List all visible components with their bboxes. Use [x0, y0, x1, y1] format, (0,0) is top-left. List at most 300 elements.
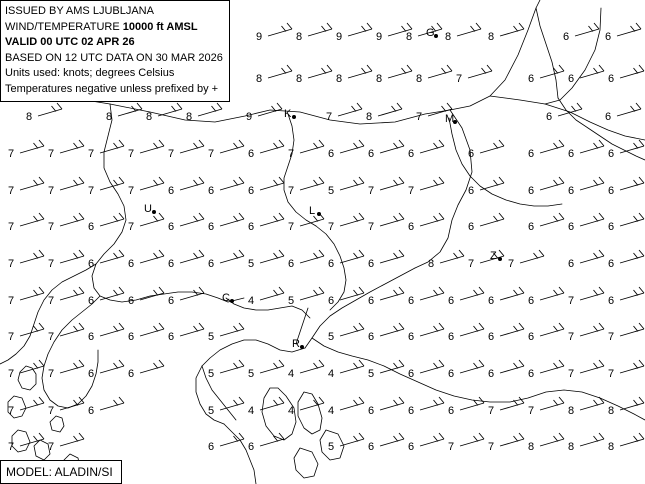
barb-flag: [159, 323, 164, 329]
temperature-label: 9: [336, 31, 343, 43]
model-box: [0, 460, 122, 484]
wind-barb: [580, 213, 604, 226]
barb-shaft: [620, 71, 644, 78]
barb-flag: [559, 360, 564, 366]
barb-flag: [594, 326, 599, 332]
wind-barb: [180, 287, 204, 300]
barb-shaft: [340, 329, 364, 336]
barb-flag: [559, 287, 564, 293]
temperature-label: 7: [8, 258, 15, 270]
temperature-label: 6: [128, 368, 135, 380]
barb-flag: [599, 433, 604, 439]
barb-flag: [79, 250, 84, 256]
temperature-label: 8: [26, 111, 33, 123]
barb-flag: [357, 103, 362, 109]
barb-shaft: [140, 219, 164, 226]
barb-shaft: [480, 146, 504, 153]
barb-flag: [577, 103, 582, 109]
wind-barb: [340, 360, 364, 373]
temperature-label: 6: [168, 295, 175, 307]
barb-shaft: [20, 329, 44, 336]
wind-barb: [60, 397, 84, 410]
wind-barb: [617, 23, 641, 36]
barb-flag: [439, 397, 444, 403]
barb-flag: [392, 106, 397, 112]
barb-flag: [194, 326, 199, 332]
legend-product: WIND/TEMPERATURE 10000 ft AMSL: [5, 20, 198, 33]
barb-flag: [439, 360, 444, 366]
barb-flag: [74, 253, 79, 259]
temperature-label: 6: [448, 331, 455, 343]
temperature-label: 6: [528, 73, 535, 85]
wind-barb: [180, 250, 204, 263]
temperature-label: 7: [608, 368, 615, 380]
wind-barb: [540, 65, 564, 78]
barb-flag: [399, 287, 404, 293]
barb-flag: [476, 23, 481, 29]
temperature-label: 6: [563, 31, 570, 43]
wind-barb: [100, 213, 124, 226]
temperature-label: 6: [528, 368, 535, 380]
barb-shaft: [20, 403, 44, 410]
temperature-label: 6: [608, 295, 615, 307]
barb-flag: [119, 177, 124, 183]
temperature-label: 8: [406, 31, 413, 43]
wind-barb: [340, 140, 364, 153]
legend-units: Units used: knots; degrees Celsius: [5, 67, 175, 79]
barb-flag: [474, 326, 479, 332]
wind-barb: [180, 177, 204, 190]
barb-flag: [314, 180, 319, 186]
barb-shaft: [38, 109, 62, 116]
temperature-label: 6: [468, 185, 475, 197]
barb-shaft: [580, 293, 604, 300]
barb-flag: [434, 436, 439, 442]
barb-flag: [479, 287, 484, 293]
wind-barb: [140, 177, 164, 190]
barb-flag: [639, 250, 644, 256]
barb-shaft: [158, 109, 182, 116]
barb-shaft: [428, 71, 452, 78]
barb-shaft: [340, 219, 364, 226]
temperature-label: 6: [528, 185, 535, 197]
barb-flag: [439, 177, 444, 183]
barb-flag: [74, 363, 79, 369]
barb-shaft: [340, 403, 364, 410]
temperature-label: 7: [8, 441, 15, 453]
temperature-label: 4: [328, 368, 335, 380]
wind-barb: [60, 140, 84, 153]
barb-shaft: [300, 403, 324, 410]
temperature-label: 6: [528, 295, 535, 307]
temperature-label: 7: [288, 148, 295, 160]
barb-flag: [194, 180, 199, 186]
barb-flag: [519, 323, 524, 329]
barb-flag: [599, 287, 604, 293]
temperature-label: 7: [48, 221, 55, 233]
temperature-label: 8: [376, 73, 383, 85]
wind-barb: [480, 177, 504, 190]
temperature-label: 6: [528, 331, 535, 343]
barb-flag: [514, 363, 519, 369]
barb-flag: [471, 26, 476, 32]
wind-barb: [258, 103, 282, 116]
barb-shaft: [220, 256, 244, 263]
temperature-label: 7: [568, 331, 575, 343]
barb-flag: [114, 143, 119, 149]
city-label: L: [309, 205, 316, 217]
barb-shaft: [380, 146, 404, 153]
barb-flag: [439, 140, 444, 146]
barb-flag: [119, 250, 124, 256]
barb-shaft: [348, 71, 372, 78]
barb-flag: [439, 323, 444, 329]
barb-flag: [359, 177, 364, 183]
temperature-label: 6: [608, 221, 615, 233]
temperature-label: 8: [608, 405, 615, 417]
barb-flag: [514, 326, 519, 332]
temperature-label: 7: [8, 148, 15, 160]
barb-shaft: [100, 366, 124, 373]
barb-shaft: [540, 439, 564, 446]
wind-barb: [100, 397, 124, 410]
barb-flag: [634, 436, 639, 442]
barb-flag: [599, 250, 604, 256]
wind-barb: [580, 360, 604, 373]
barb-shaft: [140, 366, 164, 373]
barb-shaft: [60, 366, 84, 373]
barb-flag: [594, 400, 599, 406]
barb-flag: [594, 436, 599, 442]
barb-flag: [514, 26, 519, 32]
wind-barb: [340, 433, 364, 446]
barb-shaft: [420, 403, 444, 410]
barb-flag: [394, 363, 399, 369]
barb-flag: [554, 326, 559, 332]
wind-barb: [420, 360, 444, 373]
barb-shaft: [60, 146, 84, 153]
barb-flag: [79, 323, 84, 329]
barb-flag: [631, 106, 636, 112]
barb-flag: [177, 103, 182, 109]
wind-barb: [260, 433, 284, 446]
barb-flag: [314, 290, 319, 296]
barb-flag: [474, 290, 479, 296]
barb-flag: [554, 436, 559, 442]
barb-flag: [154, 290, 159, 296]
wind-barb: [457, 23, 481, 36]
temperature-label: 8: [416, 73, 423, 85]
barb-flag: [487, 65, 492, 71]
barb-shaft: [100, 146, 124, 153]
barb-flag: [74, 326, 79, 332]
barb-flag: [34, 363, 39, 369]
temperature-label: 7: [288, 185, 295, 197]
barb-flag: [479, 360, 484, 366]
temperature-label: 7: [48, 295, 55, 307]
barb-flag: [514, 400, 519, 406]
barb-shaft: [198, 109, 222, 116]
barb-flag: [239, 250, 244, 256]
wind-barb: [308, 65, 332, 78]
barb-flag: [594, 363, 599, 369]
barb-flag: [277, 103, 282, 109]
wind-barb: [620, 287, 644, 300]
wind-barb: [100, 250, 124, 263]
barb-shaft: [308, 71, 332, 78]
barb-flag: [322, 26, 327, 32]
barb-flag: [434, 143, 439, 149]
barb-shaft: [300, 146, 324, 153]
barb-flag: [39, 213, 44, 219]
barb-shaft: [20, 219, 44, 226]
temperature-label: 4: [288, 368, 295, 380]
barb-flag: [287, 23, 292, 29]
wind-barb: [100, 360, 124, 373]
wind-barb: [380, 140, 404, 153]
wind-barb: [540, 323, 564, 336]
wind-barb: [380, 360, 404, 373]
temperature-label: 6: [88, 221, 95, 233]
city-marker: [152, 210, 156, 214]
barb-flag: [319, 250, 324, 256]
barb-flag: [39, 397, 44, 403]
temperature-label: 7: [448, 441, 455, 453]
barb-flag: [479, 323, 484, 329]
barb-flag: [494, 143, 499, 149]
barb-shaft: [500, 403, 524, 410]
barb-shaft: [300, 293, 324, 300]
barb-flag: [594, 68, 599, 74]
temperature-label: 6: [168, 331, 175, 343]
barb-flag: [559, 140, 564, 146]
barb-flag: [442, 106, 447, 112]
barb-flag: [322, 68, 327, 74]
wind-barb: [198, 103, 222, 116]
temperature-label: 5: [328, 441, 335, 453]
legend-basedon: BASED ON 12 UTC DATA ON 30 MAR 2026: [5, 51, 223, 64]
barb-flag: [239, 360, 244, 366]
temperature-label: 5: [328, 185, 335, 197]
barb-shaft: [260, 293, 284, 300]
wind-barb: [420, 177, 444, 190]
temperature-label: 6: [568, 73, 575, 85]
barb-shaft: [500, 439, 524, 446]
barb-flag: [39, 323, 44, 329]
barb-flag: [159, 250, 164, 256]
barb-flag: [634, 400, 639, 406]
wind-barb: [620, 433, 644, 446]
wind-barb: [220, 360, 244, 373]
barb-flag: [279, 177, 284, 183]
barb-flag: [634, 290, 639, 296]
wind-barb: [100, 323, 124, 336]
wind-barb: [620, 177, 644, 190]
temperature-label: 7: [48, 405, 55, 417]
barb-flag: [634, 143, 639, 149]
wind-barb: [140, 287, 164, 300]
temperature-label: 8: [445, 31, 452, 43]
temperature-label: 5: [248, 258, 255, 270]
wind-barb: [348, 23, 372, 36]
city-label: R: [292, 338, 300, 350]
wind-barb: [617, 103, 641, 116]
wind-barb: [380, 323, 404, 336]
barb-shaft: [580, 329, 604, 336]
barb-flag: [437, 23, 442, 29]
barb-flag: [239, 397, 244, 403]
barb-flag: [234, 436, 239, 442]
barb-shaft: [420, 366, 444, 373]
barb-flag: [599, 360, 604, 366]
barb-flag: [359, 287, 364, 293]
barb-shaft: [460, 403, 484, 410]
barb-flag: [274, 180, 279, 186]
barb-flag: [359, 433, 364, 439]
barb-flag: [114, 363, 119, 369]
wind-barb: [60, 433, 84, 446]
wind-barb: [460, 433, 484, 446]
temperature-label: 8: [256, 73, 263, 85]
temperature-label: 6: [208, 185, 215, 197]
temperature-label: 6: [488, 368, 495, 380]
wind-barb: [540, 140, 564, 153]
barb-flag: [199, 250, 204, 256]
barb-shaft: [457, 29, 481, 36]
barb-flag: [479, 433, 484, 439]
barb-flag: [474, 400, 479, 406]
barb-flag: [594, 216, 599, 222]
wind-barb: [500, 23, 524, 36]
barb-flag: [394, 326, 399, 332]
city-label: C: [222, 292, 230, 304]
wind-barb: [378, 103, 402, 116]
barb-shaft: [60, 219, 84, 226]
barb-shaft: [20, 183, 44, 190]
temperature-label: 6: [605, 31, 612, 43]
barb-flag: [74, 290, 79, 296]
barb-flag: [154, 216, 159, 222]
barb-flag: [594, 290, 599, 296]
barb-flag: [274, 400, 279, 406]
barb-shaft: [380, 219, 404, 226]
wind-barb: [460, 397, 484, 410]
barb-flag: [399, 250, 404, 256]
barb-shaft: [260, 219, 284, 226]
temperature-label: 7: [508, 258, 515, 270]
wind-barb: [220, 397, 244, 410]
barb-shaft: [500, 29, 524, 36]
barb-flag: [159, 287, 164, 293]
wind-barb: [260, 140, 284, 153]
wind-barb: [340, 250, 364, 263]
barb-shaft: [540, 183, 564, 190]
barb-flag: [234, 180, 239, 186]
wind-barb: [20, 213, 44, 226]
temperature-label: 6: [168, 185, 175, 197]
barb-flag: [599, 397, 604, 403]
barb-flag: [399, 323, 404, 329]
wind-barb: [380, 250, 404, 263]
wind-barb: [118, 103, 142, 116]
barb-shaft: [580, 71, 604, 78]
temperature-label: 9: [376, 31, 383, 43]
barb-shaft: [380, 366, 404, 373]
temperature-label: 7: [368, 185, 375, 197]
barb-shaft: [300, 366, 324, 373]
wind-barb: [420, 433, 444, 446]
barb-shaft: [180, 293, 204, 300]
temperature-label: 7: [528, 405, 535, 417]
barb-flag: [634, 68, 639, 74]
barb-flag: [354, 326, 359, 332]
temperature-label: 6: [408, 441, 415, 453]
barb-flag: [154, 326, 159, 332]
barb-flag: [554, 290, 559, 296]
barb-flag: [362, 26, 367, 32]
barb-flag: [319, 177, 324, 183]
temperature-label: 7: [568, 295, 575, 307]
wind-barb: [620, 65, 644, 78]
legend-valid: VALID 00 UTC 02 APR 26: [5, 36, 135, 48]
temperature-label: 6: [368, 148, 375, 160]
temperature-label: 6: [408, 295, 415, 307]
temperature-label: 7: [408, 185, 415, 197]
barb-flag: [399, 140, 404, 146]
temperature-label: 6: [608, 148, 615, 160]
wind-barb: [260, 250, 284, 263]
wind-barb: [480, 140, 504, 153]
temperature-label: 6: [488, 331, 495, 343]
barb-flag: [399, 213, 404, 219]
barb-shaft: [300, 219, 324, 226]
barb-shaft: [60, 256, 84, 263]
temperature-label: 6: [408, 368, 415, 380]
city-label: Z: [490, 250, 497, 262]
wind-barb: [580, 323, 604, 336]
temperature-label: 6: [248, 441, 255, 453]
barb-flag: [599, 65, 604, 71]
barb-flag: [39, 360, 44, 366]
temperature-label: 6: [568, 185, 575, 197]
barb-shaft: [500, 293, 524, 300]
barb-flag: [354, 216, 359, 222]
wind-barb: [60, 177, 84, 190]
temperature-label: 4: [328, 405, 335, 417]
temperature-label: 6: [288, 258, 295, 270]
temperature-label: 4: [288, 405, 295, 417]
wind-barb: [300, 250, 324, 263]
wind-barb: [158, 103, 182, 116]
wind-barb: [300, 177, 324, 190]
temperature-label: 6: [368, 441, 375, 453]
barb-flag: [119, 360, 124, 366]
barb-flag: [354, 253, 359, 259]
barb-shaft: [580, 366, 604, 373]
barb-flag: [274, 436, 279, 442]
barb-flag: [79, 213, 84, 219]
temperature-label: 6: [528, 148, 535, 160]
barb-flag: [319, 140, 324, 146]
wind-barb: [540, 397, 564, 410]
barb-flag: [639, 397, 644, 403]
barb-flag: [194, 290, 199, 296]
barb-shaft: [460, 366, 484, 373]
barb-flag: [74, 400, 79, 406]
barb-shaft: [20, 439, 44, 446]
barb-flag: [234, 253, 239, 259]
temperature-label: 6: [128, 258, 135, 270]
